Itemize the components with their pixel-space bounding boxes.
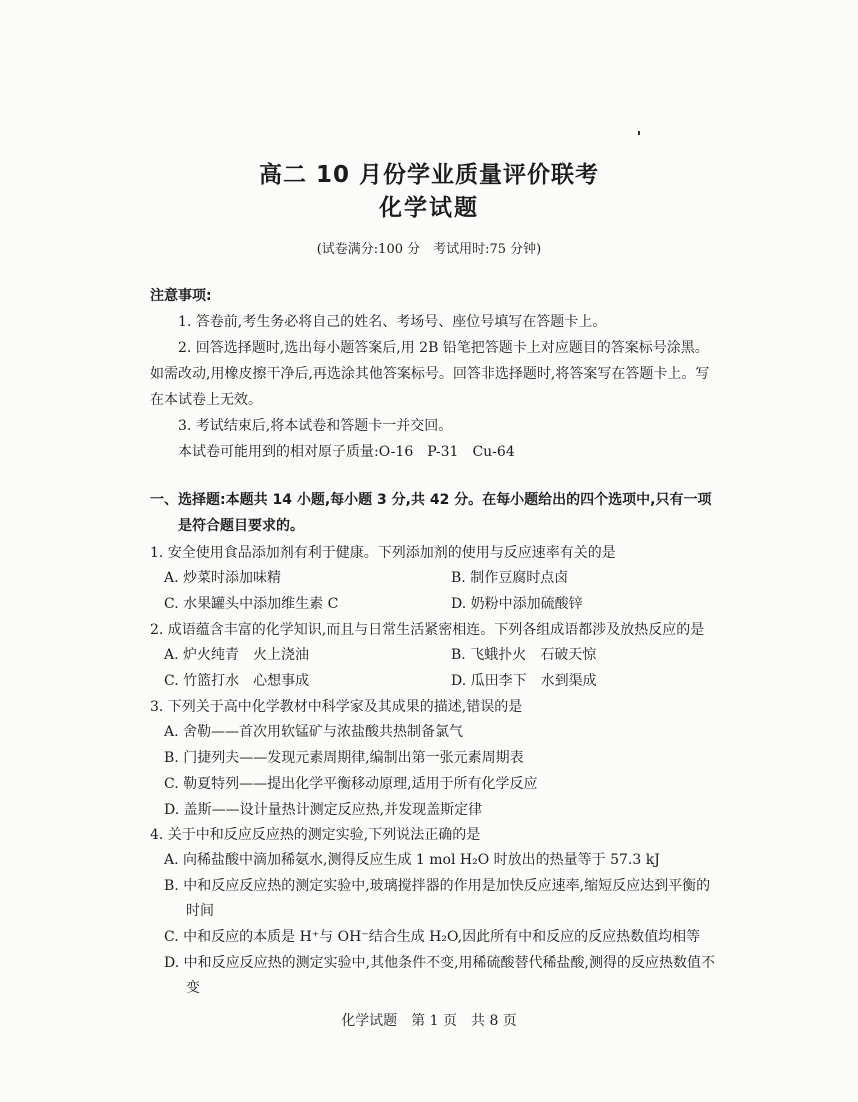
option-b: B. 中和反应反应热的测定实验中,玻璃搅拌器的作用是加快反应速率,缩短反应达到平衡的时间	[164, 878, 711, 919]
question-stem: 4. 关于中和反应反应热的测定实验,下列说法正确的是	[150, 827, 481, 843]
option-a: A. 舍勒——首次用软锰矿与浓盐酸共热制备氯气	[164, 724, 464, 740]
option-a: A. 炉火纯青 火上浇油	[164, 647, 310, 663]
section-title: 一、选择题:本题共 14 小题,每小题 3 分,共 42 分。在每小题给出的四个选项中,只有一项是符合题目要求的。	[150, 492, 712, 534]
option-d: D. 奶粉中添加硫酸锌	[451, 596, 583, 612]
option-b: B. 飞蛾扑火 石破天惊	[451, 647, 597, 663]
notice-item: 2. 回答选择题时,选出每小题答案后,用 2B 铅笔把答题卡上对应题目的答案标号涂黑。如需改动,用橡皮擦干净后,再选涂其他答案标号。回答非选择题时,将答案写在答题卡上。写在本试卷上无效。	[150, 340, 710, 408]
option-d: D. 盖斯——设计量热计测定反应热,并发现盖斯定律	[164, 802, 483, 818]
exam-subject: 化学试题	[379, 195, 479, 221]
scan-speck	[638, 131, 640, 135]
atomic-mass-note: 本试卷可能用到的相对原子质量:O-16 P-31 Cu-64	[178, 444, 515, 460]
question-stem: 1. 安全使用食品添加剂有利于健康。下列添加剂的使用与反应速率有关的是	[150, 545, 616, 561]
page-footer: 化学试题 第 1 页 共 8 页	[341, 1013, 517, 1029]
question-stem: 2. 成语蕴含丰富的化学知识,而且与日常生活紧密相连。下列各组成语都涉及放热反应的是	[150, 622, 705, 638]
notice-heading: 注意事项:	[150, 288, 212, 304]
question-stem: 3. 下列关于高中化学教材中科学家及其成果的描述,错误的是	[150, 699, 523, 715]
notice-item: 1. 答卷前,考生务必将自己的姓名、考场号、座位号填写在答题卡上。	[178, 314, 607, 330]
option-c: C. 中和反应的本质是 H⁺与 OH⁻结合生成 H₂O,因此所有中和反应的反应热数值均相等	[164, 929, 701, 945]
option-c: C. 勒夏特列——提出化学平衡移动原理,适用于所有化学反应	[164, 776, 538, 792]
exam-meta: (试卷满分:100 分 考试用时:75 分钟)	[316, 242, 542, 257]
option-d: D. 瓜田李下 水到渠成	[451, 673, 597, 689]
option-b: B. 门捷列夫——发现元素周期律,编制出第一张元素周期表	[164, 750, 524, 766]
option-d: D. 中和反应反应热的测定实验中,其他条件不变,用稀硫酸替代稀盐酸,测得的反应热数值不变	[164, 955, 715, 996]
option-b: B. 制作豆腐时点卤	[451, 570, 569, 586]
option-a: A. 向稀盐酸中滴加稀氨水,测得反应生成 1 mol H₂O 时放出的热量等于 57.3 kJ	[164, 852, 660, 868]
option-c: C. 水果罐头中添加维生素 C	[164, 596, 339, 612]
exam-title: 高二 10 月份学业质量评价联考	[258, 162, 600, 188]
notice-item: 3. 考试结束后,将本试卷和答题卡一并交回。	[178, 418, 453, 434]
option-a: A. 炒菜时添加味精	[164, 570, 282, 586]
option-c: C. 竹篮打水 心想事成	[164, 673, 310, 689]
